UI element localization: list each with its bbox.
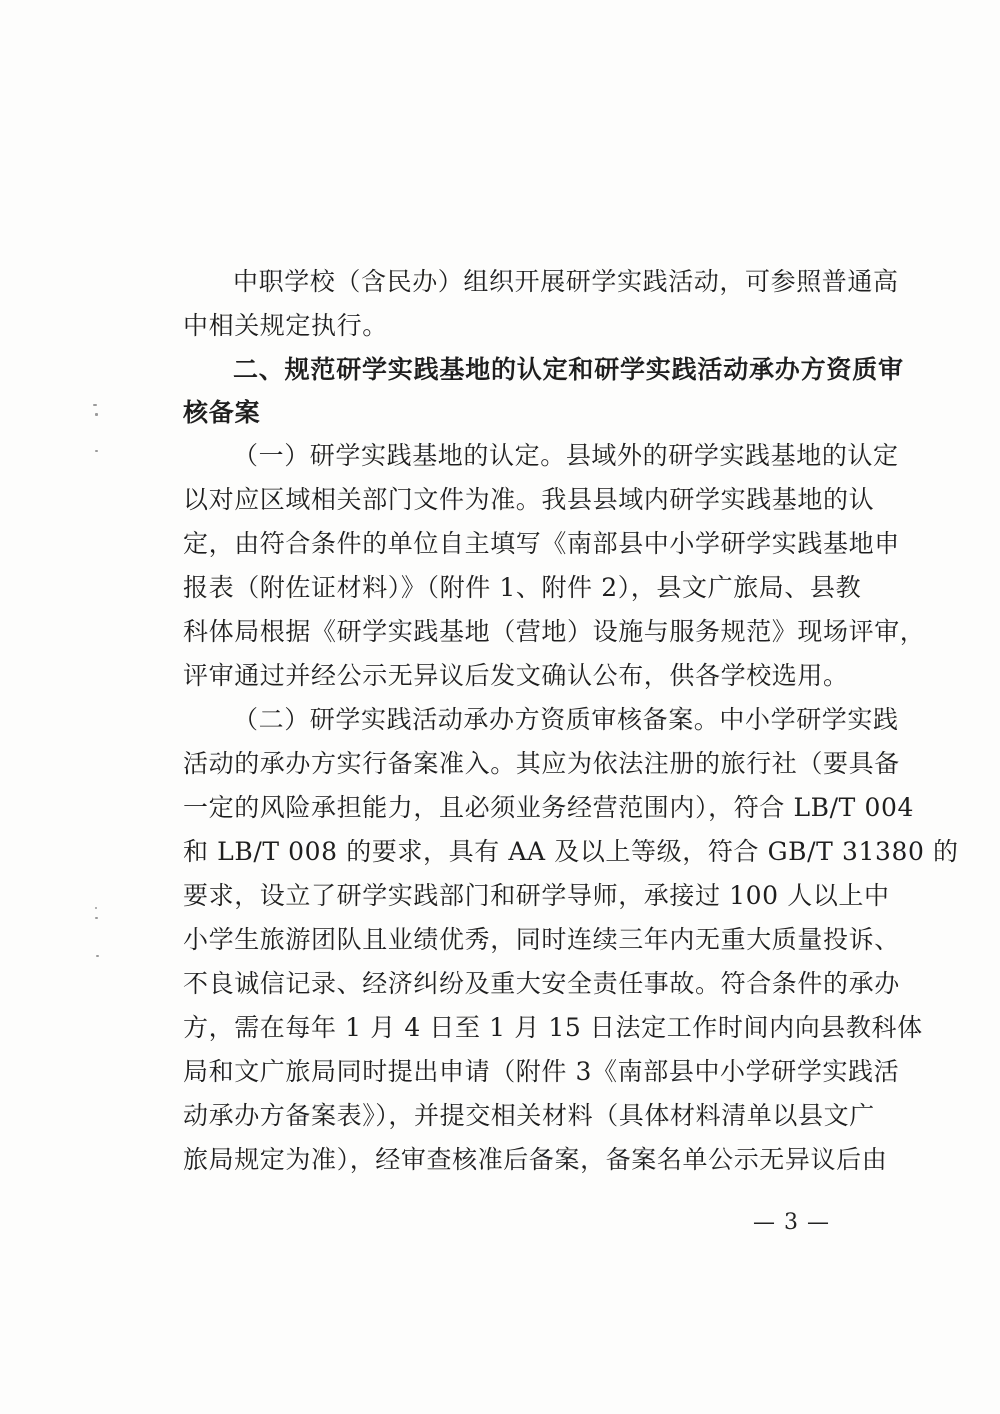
scan-speck [95, 917, 98, 919]
subsection-line [183, 700, 899, 740]
scan-speck [96, 955, 99, 957]
section-heading-line: 核备案 [183, 398, 261, 427]
paragraph-line: 小学生旅游团队且业绩优秀，同时连续三年内无重大质量投诉、 [183, 925, 900, 954]
paragraph-line: 旅局规定为准），经审查核准后备案，备案名单公示无异议后由 [183, 1145, 888, 1174]
paragraph-line: 中职学校（含民办）组织开展研学实践活动，可参照普通高 [233, 267, 899, 296]
scan-speck [95, 450, 98, 452]
paragraph-line: 方，需在每年 1 月 4 日至 1 月 15 日法定工作时间内向县教科体 [183, 1013, 923, 1042]
paragraph-line: 局和文广旅局同时提出申请（附件 3《南部县中小学研学实践活 [183, 1057, 900, 1086]
section-heading-line: 二、规范研学实践基地的认定和研学实践活动承办方资质审 [233, 355, 904, 384]
paragraph-line: 以对应区域相关部门文件为准。我县县域内研学实践基地的认 [183, 485, 875, 514]
paragraph-line: 一定的风险承担能力，且必须业务经营范围内），符合 LB/T 004 [183, 793, 914, 822]
paragraph-line: 科体局根据《研学实践基地（营地）设施与服务规范》现场评审， [183, 617, 926, 646]
subsection-heading: （一）研学实践基地的认定。 [233, 441, 566, 470]
subsection-text: 县域外的研学实践基地的认定 [565, 441, 899, 470]
subsection-heading: （二）研学实践活动承办方资质审核备案。 [233, 705, 720, 734]
paragraph-line: 报表（附佐证材料）》（附件 1、附件 2），县文广旅局、县教 [183, 573, 862, 602]
paragraph-line: 和 LB/T 008 的要求，具有 AA 及以上等级，符合 GB/T 31380 的 [183, 837, 959, 866]
subsection-text: 中小学研学实践 [719, 705, 899, 734]
page-number: — 3 — [753, 1210, 830, 1235]
paragraph-line: 要求，设立了研学实践部门和研学导师，承接过 100 人以上中 [183, 881, 890, 910]
scan-speck [93, 404, 97, 406]
paragraph-line: 评审通过并经公示无异议后发文确认公布，供各学校选用。 [183, 661, 849, 690]
paragraph-line: 动承办方备案表》），并提交相关材料（具体材料清单以县文广 [183, 1101, 875, 1130]
scan-speck [95, 907, 97, 909]
paragraph-line: 不良诚信记录、经济纠纷及重大安全责任事故。符合条件的承办 [183, 969, 900, 998]
subsection-line [183, 436, 899, 476]
paragraph-line: 中相关规定执行。 [183, 311, 388, 340]
scan-speck [95, 413, 98, 416]
paragraph-line: 定，由符合条件的单位自主填写《南部县中小学研学实践基地申 [183, 529, 900, 558]
paragraph-line: 活动的承办方实行备案准入。其应为依法注册的旅行社（要具备 [183, 749, 900, 778]
